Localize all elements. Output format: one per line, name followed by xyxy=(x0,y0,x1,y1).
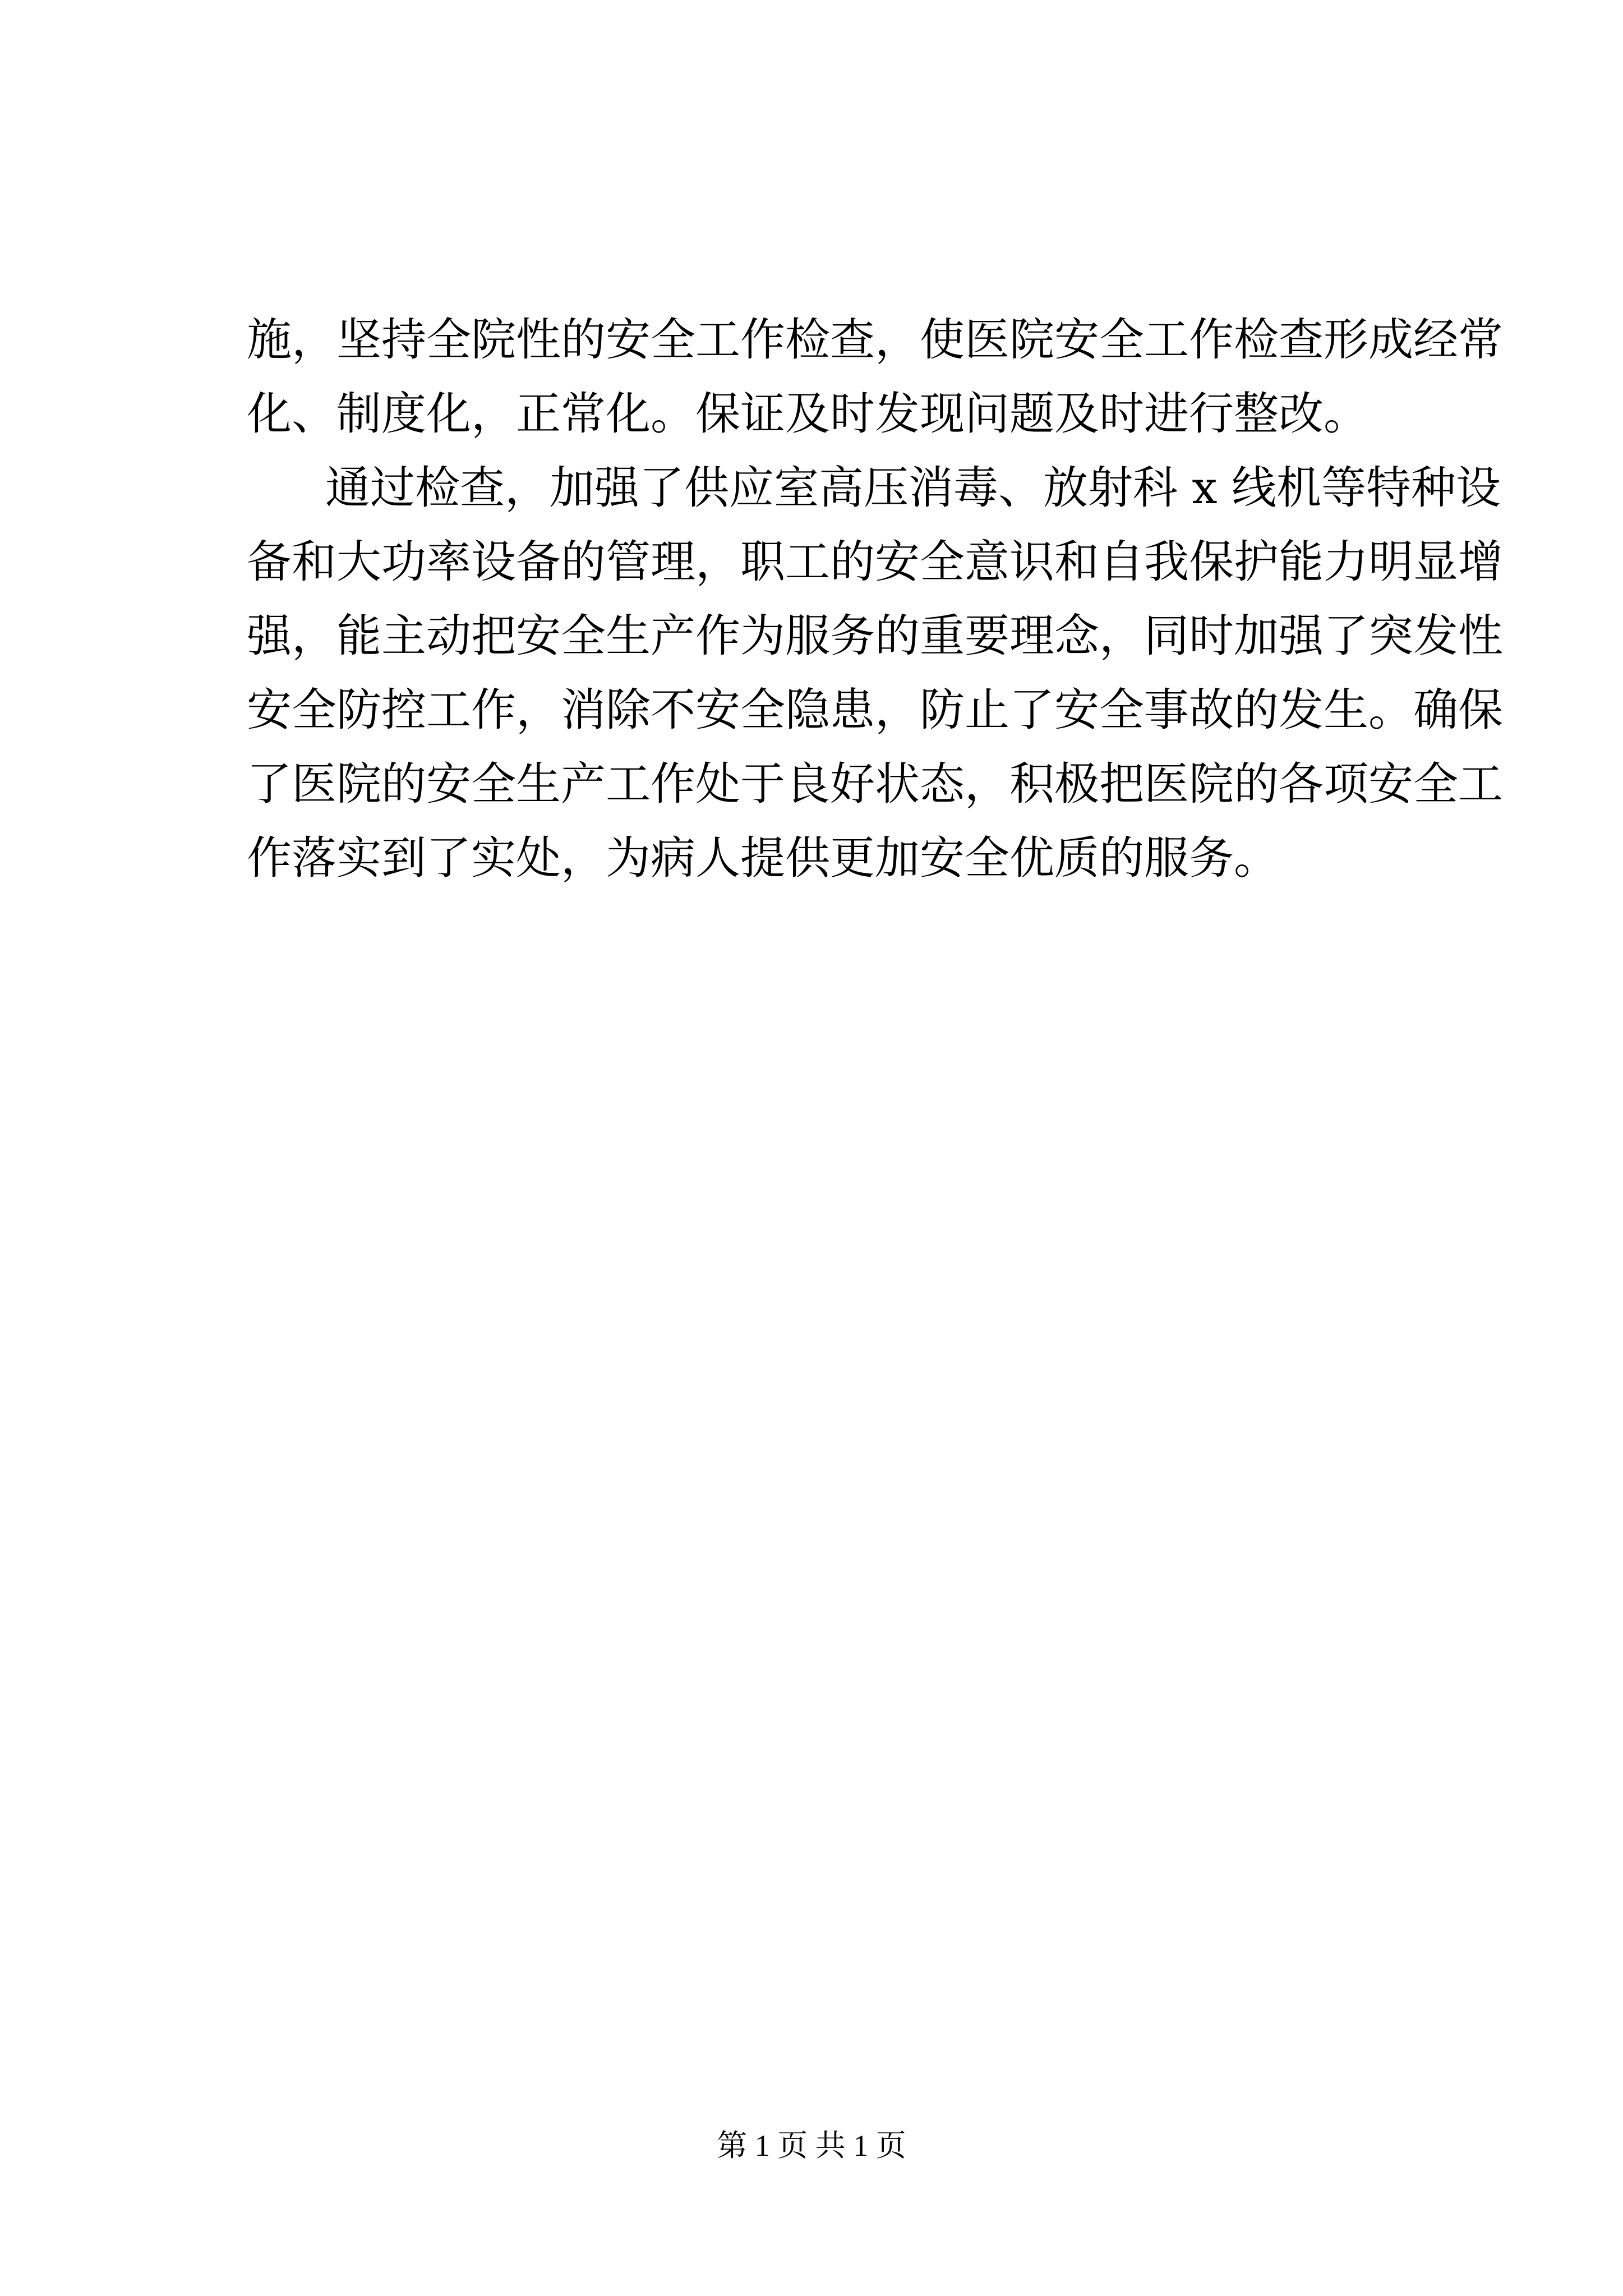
paragraph-line: 通过检查，加强了供应室高压消毒、放射科 x 线机等特种设 xyxy=(325,462,1501,514)
paragraph-line: 强，能主动把安全生产作为服务的重要理念，同时加强了突发性 xyxy=(247,610,1503,662)
paragraph-line: 施，坚持全院性的安全工作检查，使医院安全工作检查形成经常 xyxy=(247,314,1503,366)
page-number-label: 第 1 页 共 1 页 xyxy=(717,2129,906,2162)
paragraph-2 xyxy=(247,451,1503,895)
paragraph-line: 化、制度化，正常化。保证及时发现问题及时进行整改。 xyxy=(247,388,1368,440)
body-text xyxy=(247,303,1503,895)
paragraph-1 xyxy=(247,303,1503,451)
paragraph-line: 备和大功率设备的管理，职工的安全意识和自我保护能力明显增 xyxy=(247,536,1503,588)
paragraph-line: 作落实到了实处，为病人提供更加安全优质的服务。 xyxy=(247,832,1279,884)
paragraph-line: 了医院的安全生产工作处于良好状态，积极把医院的各项安全工 xyxy=(247,758,1503,810)
paragraph-line: 安全防控工作，消除不安全隐患，防止了安全事故的发生。确保 xyxy=(247,684,1503,736)
page-footer xyxy=(0,2126,1623,2165)
